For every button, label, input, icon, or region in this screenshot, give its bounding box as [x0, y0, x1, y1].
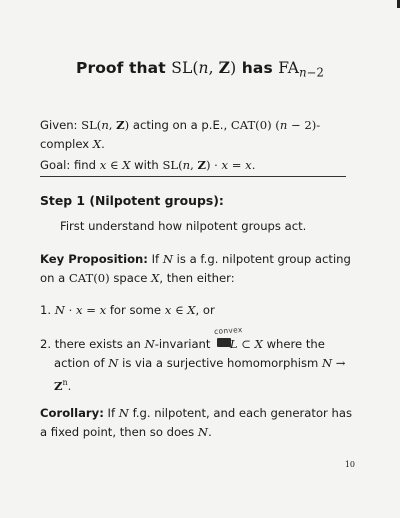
key-prop-text2: is a f.g. nilpotent group acting: [176, 252, 351, 266]
given-complex: complex: [40, 137, 90, 151]
goal-with: with: [134, 158, 159, 172]
goal-label: Goal: find: [40, 158, 97, 172]
item1-for: for some: [109, 303, 162, 317]
key-prop-text4: space: [113, 271, 148, 285]
item2-N2: N: [108, 356, 119, 370]
item2-Zn: $Z^n$.: [54, 378, 72, 393]
item2: [40, 335, 360, 396]
corollary-heading: Corollary:: [40, 406, 104, 420]
corollary-N: N: [118, 406, 129, 420]
item1: [40, 301, 360, 320]
item2-line1b: -invariant: [154, 337, 211, 351]
corollary-text3: a fixed point, then so does: [40, 425, 195, 439]
key-prop-text1: If: [151, 252, 160, 266]
key-prop-cat: CAT(0): [68, 271, 110, 285]
key-prop-heading: Key Proposition:: [40, 252, 148, 266]
item2-arrow: N →: [321, 356, 346, 370]
key-prop-N: N: [162, 252, 173, 266]
goal-x-in-X: x ∈ X: [99, 158, 131, 172]
item2-line1c: where the: [266, 337, 325, 351]
page-title: [0, 58, 400, 79]
handwritten-convex: convex: [213, 325, 243, 336]
item1-or: , or: [195, 303, 215, 317]
title-prefix: Proof that: [75, 59, 166, 77]
given-acting: acting on a p.E.,: [132, 118, 228, 132]
item2-line2b: is via a surjective homomorphism: [122, 356, 319, 370]
step1-body: First understand how nilpotent groups act.: [60, 219, 307, 233]
given-x: X: [92, 137, 102, 151]
step1-heading: Step 1 (Nilpotent groups):: [40, 193, 224, 208]
corollary-N2: N: [197, 425, 209, 439]
item2-line1a: there exists an: [54, 337, 141, 351]
item2-N: N: [144, 337, 155, 351]
key-prop-X: X: [151, 271, 160, 285]
goal-line: [40, 156, 360, 175]
given-group: SL(n, Z): [81, 118, 130, 132]
item1-number: 1.: [40, 303, 52, 317]
item1-math: N · x = x: [54, 303, 107, 317]
item1-x-in-X: x ∈ X: [164, 303, 196, 317]
title-math-fa: $FA_{n-2}$: [278, 59, 324, 80]
title-mid: has: [241, 59, 273, 77]
divider: [40, 176, 346, 177]
given-paragraph: Given: SL(n, Z) acting on a p.E., CAT(0) (n − 2)- complex X.: [40, 118, 321, 151]
key-prop-text5: , then either:: [159, 271, 235, 285]
goal-equation: SL(n, Z) · x = x.: [162, 158, 256, 172]
title-math-group: SL(n, Z): [171, 58, 237, 77]
page-number: 10: [344, 460, 355, 469]
corollary-text1: If: [107, 406, 116, 420]
given-cat: CAT(0) (n − 2)-: [230, 118, 321, 132]
key-proposition: [40, 250, 360, 288]
item2-line2a: action of: [54, 356, 105, 370]
item2-L-sub-X: L ⊂ X: [229, 337, 263, 351]
given-label: Given:: [40, 118, 78, 132]
key-prop-text3: on a: [40, 271, 66, 285]
item2-number: 2.: [40, 337, 52, 351]
corollary-text2: f.g. nilpotent, and each generator has: [132, 406, 352, 420]
corollary: Corollary: If N f.g. nilpotent, and each generator has a fixed point, then so does N.: [40, 406, 352, 439]
